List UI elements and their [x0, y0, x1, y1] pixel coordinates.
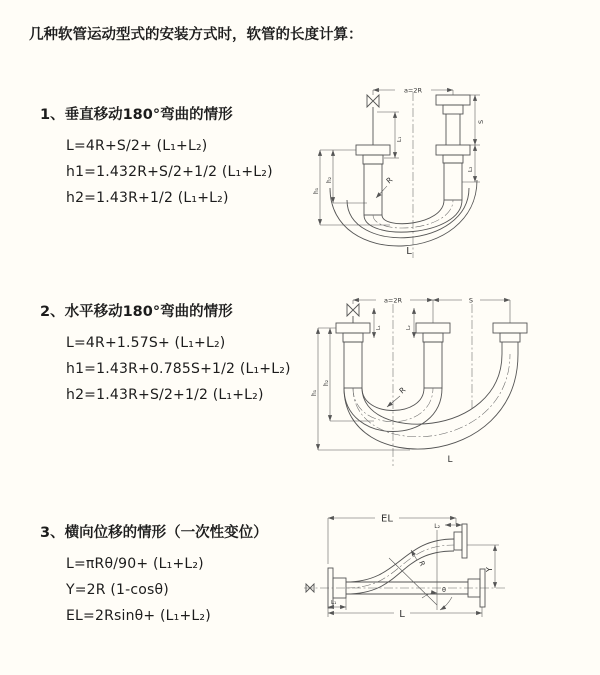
d1-dim-label-h1: h₁ [313, 187, 320, 194]
d1-dim-label-s: S [477, 119, 485, 124]
d1-dim-l2 [462, 145, 480, 182]
d3-dim-label-y: Y [485, 567, 494, 572]
d3-angle-label: θ [442, 586, 446, 594]
formula-line: Y=2R (1-cosθ) [66, 582, 169, 598]
formula-line: h1=1.432R+S/2+1/2 (L₁+L₂) [66, 164, 273, 180]
d2-dim-l2 [406, 308, 414, 338]
formula-line: h1=1.43R+0.785S+1/2 (L₁+L₂) [66, 361, 291, 377]
d1-radius-leader [376, 175, 394, 198]
d2-dim-label-h2: h₂ [323, 379, 330, 386]
section-lateral-displacement [40, 521, 268, 629]
diagram-vertical-180-bend [303, 62, 573, 267]
d3-dim-label-l1: L₁ [331, 600, 337, 606]
formula-line: L=4R+1.57S+ (L₁+L₂) [66, 335, 226, 351]
d1-right-pipe [436, 95, 470, 200]
d3-angle-construction [389, 530, 452, 610]
formula-line: h2=1.43R+S/2+1/2 (L₁+L₂) [66, 387, 264, 403]
d2-dim-label-l2: L₂ [406, 325, 412, 330]
d1-dim-h2 [326, 150, 367, 203]
d2-dim-label-a2r: a=2R [383, 296, 403, 305]
d3-upper-flange [454, 524, 499, 558]
d1-hose-bend [330, 180, 477, 246]
d2-dim-label-s: S [468, 296, 474, 305]
d1-dim-label-l1: L₁ [397, 136, 403, 142]
d3-dim-l2 [434, 523, 462, 530]
formula-line: h2=1.43R+1/2 (L₁+L₂) [66, 190, 229, 206]
d1-dim-label-l2: L₂ [468, 166, 474, 172]
d1-dim-h1 [313, 150, 390, 225]
d2-centerlines [393, 304, 472, 466]
formula-line: EL=2Rsinθ+ (L₁+L₂) [66, 608, 211, 624]
section-3-heading: 3、横向位移的情形（一次性变位） [40, 525, 268, 541]
d2-right-fitting [493, 323, 527, 354]
d2-dim-label-h1: h₁ [311, 389, 318, 396]
section-vertical-movement [40, 103, 273, 211]
d1-dim-label-h2: h₂ [326, 176, 333, 183]
section-horizontal-movement [40, 300, 291, 408]
d3-hose-s-curve [346, 539, 454, 594]
d2-dim-a2r [353, 297, 433, 305]
d2-dim-label-l1: L₁ [376, 325, 382, 330]
d1-valve-icon [367, 95, 379, 145]
d2-dim-extensions [353, 300, 510, 323]
d2-valve-icon [347, 304, 359, 323]
formula-line: L=πRθ/90+ (L₁+L₂) [66, 556, 204, 572]
d3-dim-label-l2: L₂ [434, 523, 440, 530]
diagram-horizontal-180-bend [302, 278, 592, 478]
formula-line: L=4R+S/2+ (L₁+L₂) [66, 138, 208, 154]
d2-hose-bends [344, 354, 518, 449]
d1-dim-label-a2r: a=2R [403, 86, 423, 95]
d2-middle-pipe [416, 323, 450, 388]
section-1-heading: 1、垂直移动180°弯曲的情形 [40, 107, 233, 123]
d2-radius-label: R [397, 385, 408, 396]
page-title: 几种软管运动型式的安装方式时，软管的长度计算： [29, 27, 363, 43]
d2-radius-leader [387, 385, 407, 407]
d3-dim-label-bottom: L [399, 609, 405, 620]
d3-dim-y [485, 545, 495, 588]
d3-dim-label-el: EL [381, 513, 393, 525]
section-2-heading: 2、水平移动180°弯曲的情形 [40, 304, 233, 320]
d1-dim-s [470, 95, 485, 145]
d1-radius-label: R [384, 175, 395, 186]
d2-dim-s [433, 297, 510, 305]
d2-dim-label-bottom: L [447, 455, 453, 465]
d3-dim-l [328, 607, 482, 620]
d2-left-pipe [336, 323, 370, 388]
d1-dim-label-bottom: L [406, 246, 412, 257]
d2-dim-l1 [374, 308, 382, 338]
d1-dim-a2r [373, 87, 453, 96]
d3-radius-label: R [417, 559, 427, 568]
diagram-lateral-displacement [298, 498, 598, 663]
